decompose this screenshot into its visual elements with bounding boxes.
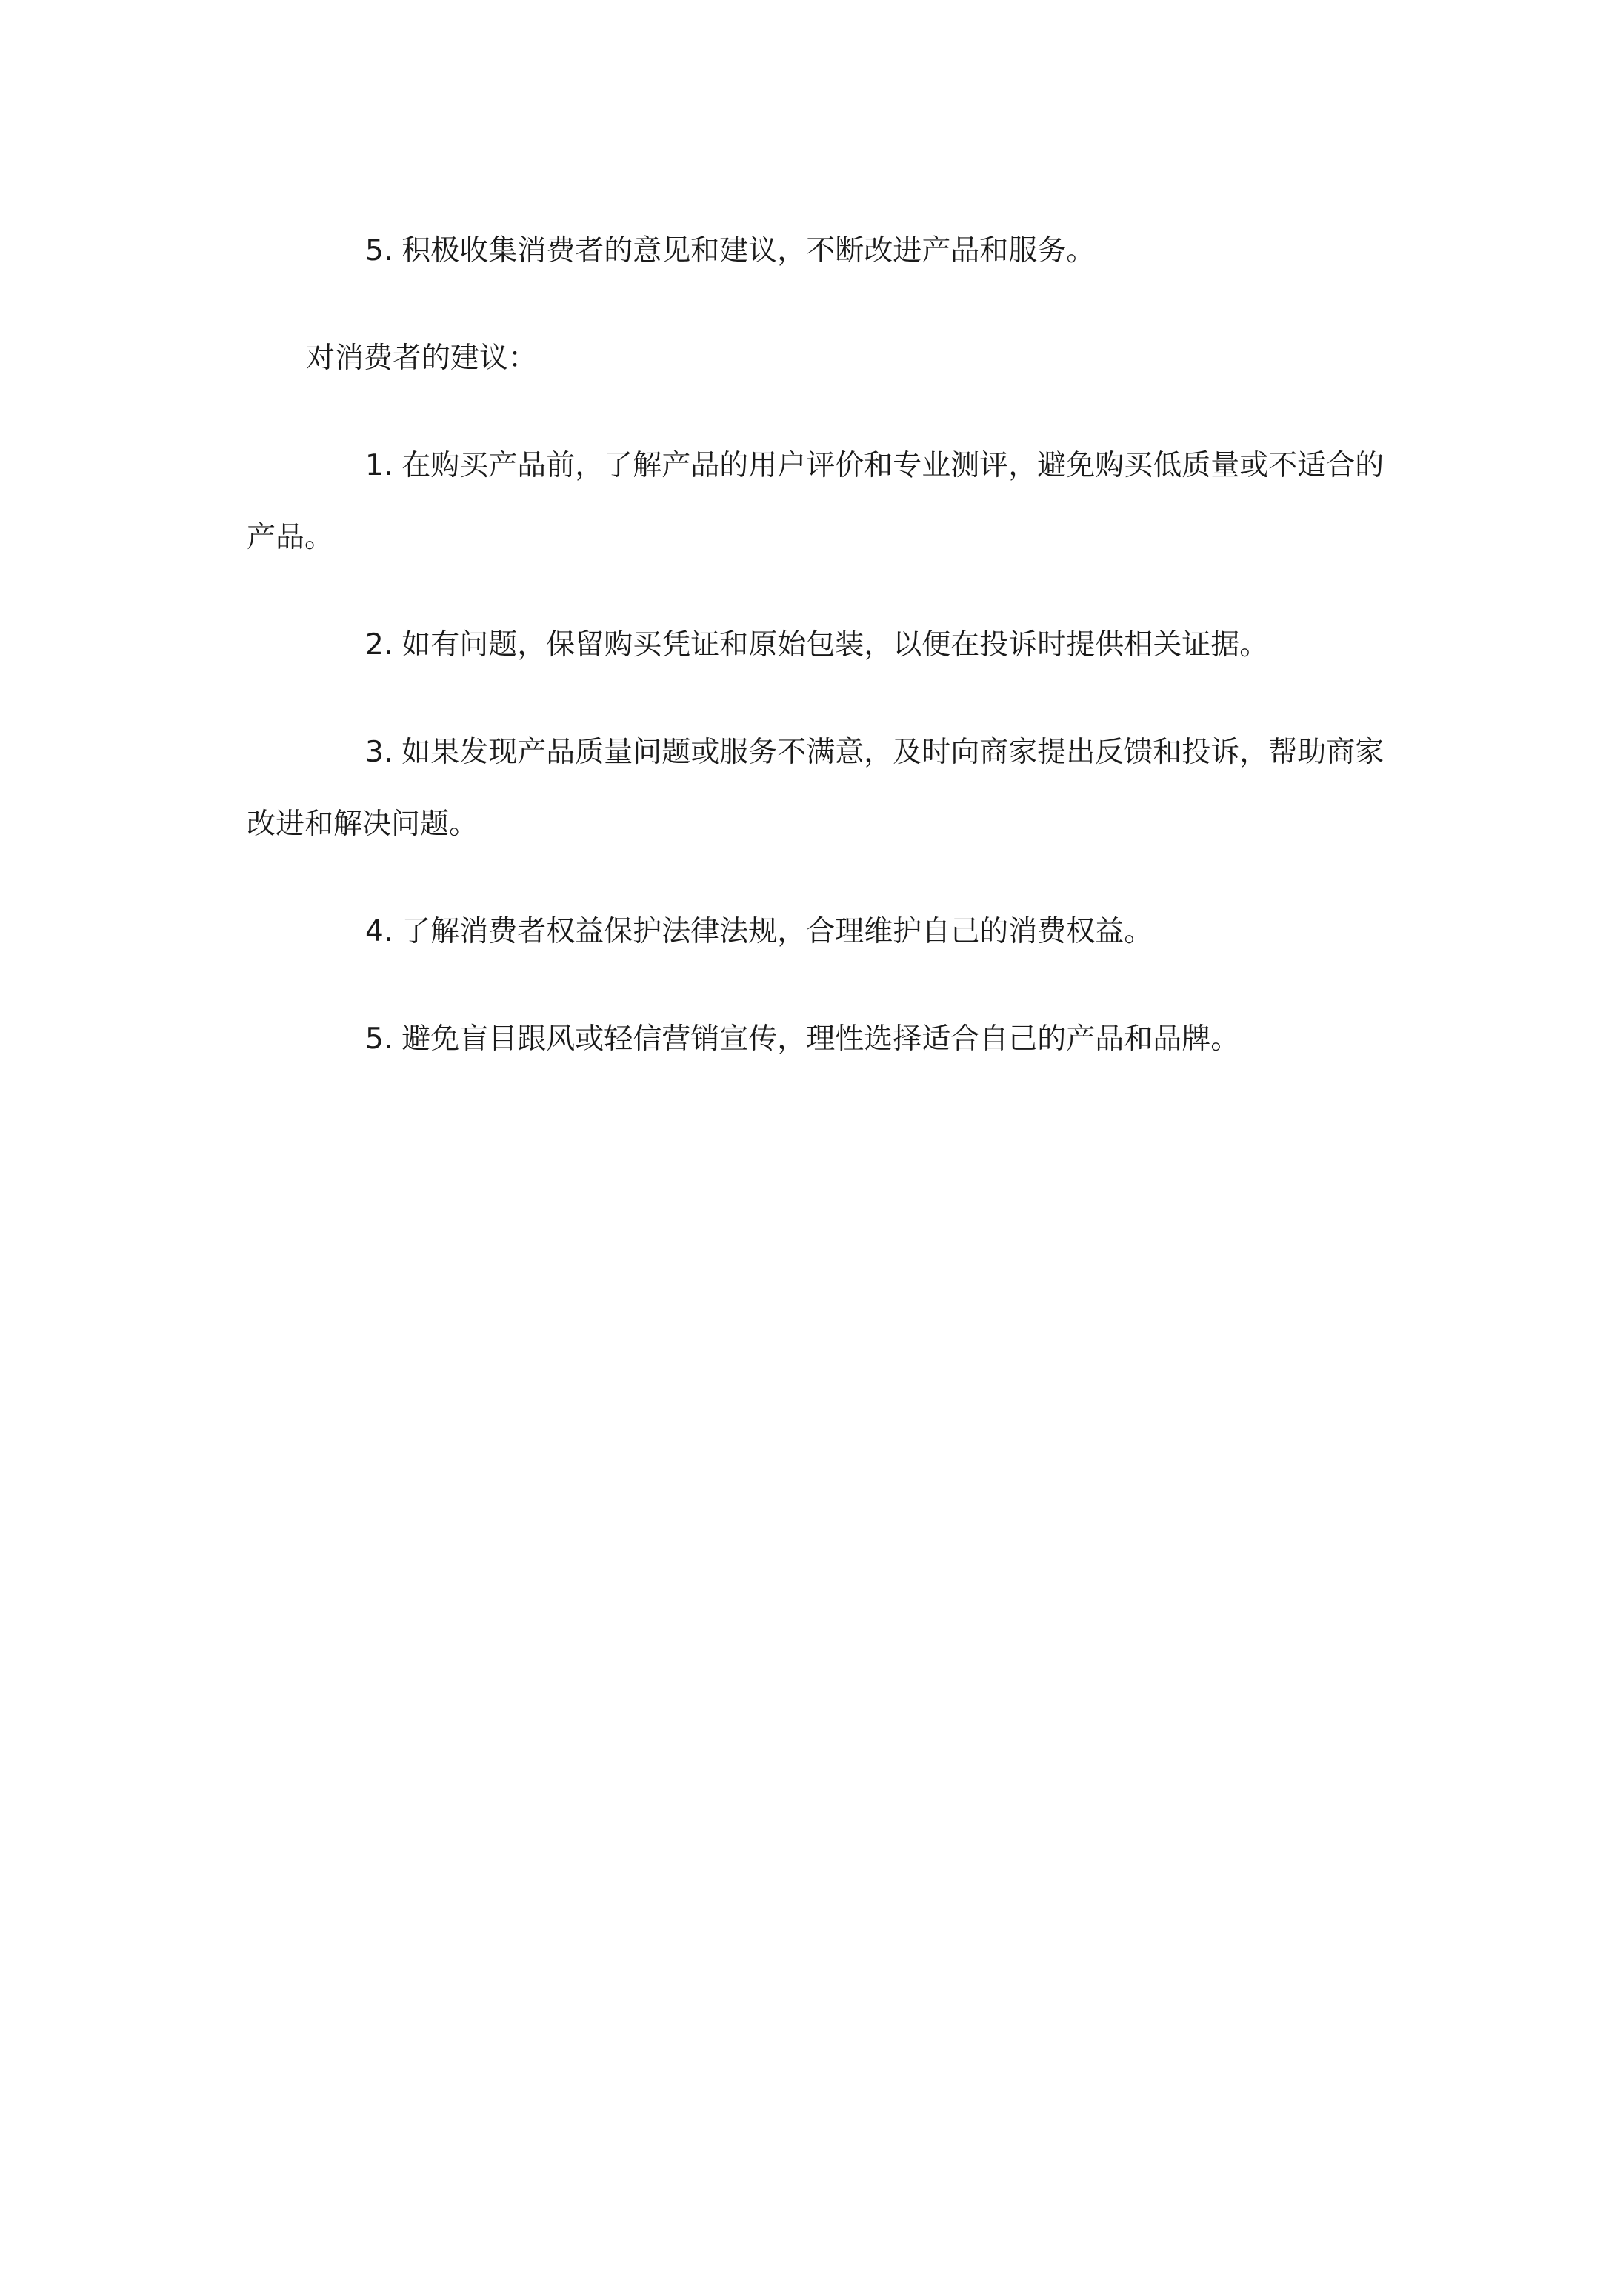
heading-text: 对消费者的建议： xyxy=(306,342,538,375)
list-number: 5. xyxy=(365,1022,393,1056)
list-number: 2. xyxy=(365,628,393,662)
list-number: 3. xyxy=(365,736,393,769)
section-heading-consumer-suggestions xyxy=(247,322,1399,394)
document-body xyxy=(247,215,1399,1111)
paragraph-text: 如果发现产品质量问题或服务不满意，及时向商家提出反馈和投诉，帮助商家改进和解决问题。 xyxy=(247,736,1384,841)
paragraph-consumer-suggestion-3 xyxy=(247,716,1399,860)
paragraph-text: 了解消费者权益保护法律法规，合理维护自己的消费权益。 xyxy=(401,915,1153,948)
paragraph-text: 避免盲目跟风或轻信营销宣传，理性选择适合自己的产品和品牌。 xyxy=(401,1022,1240,1056)
paragraph-text: 如有问题，保留购买凭证和原始包装，以便在投诉时提供相关证据。 xyxy=(401,628,1269,662)
paragraph-text: 在购买产品前，了解产品的用户评价和专业测评，避免购买低质量或不适合的产品。 xyxy=(247,449,1384,554)
list-number: 1. xyxy=(365,449,393,482)
paragraph-consumer-suggestion-1 xyxy=(247,430,1399,573)
paragraph-consumer-suggestion-2 xyxy=(247,609,1399,681)
list-number: 5. xyxy=(365,234,393,267)
paragraph-merchant-suggestion-5 xyxy=(247,215,1399,287)
paragraph-consumer-suggestion-4 xyxy=(247,896,1399,968)
paragraph-text: 积极收集消费者的意见和建议，不断改进产品和服务。 xyxy=(401,234,1096,267)
paragraph-consumer-suggestion-5 xyxy=(247,1003,1399,1075)
list-number: 4. xyxy=(365,915,393,948)
